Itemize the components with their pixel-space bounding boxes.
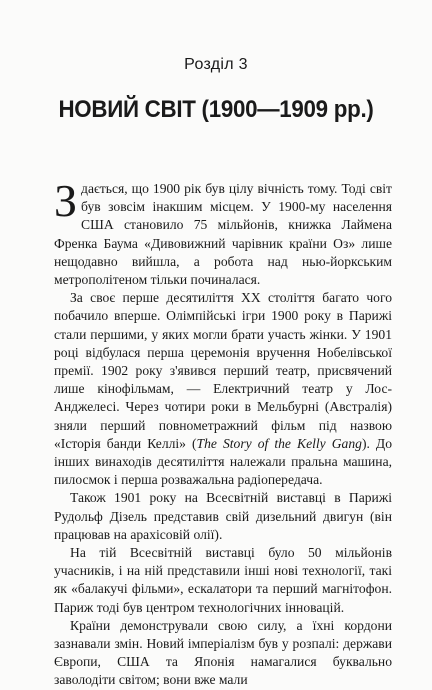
chapter-label: Розділ 3 xyxy=(184,56,248,73)
chapter-title: НОВИЙ СВІТ (1900—1909 рр.) xyxy=(58,96,374,123)
paragraph-1 xyxy=(54,175,392,289)
paragraph-2-text-b: ). До інших винаходів десятиліття належали пральна машина, пилосмок і перша розважальна радіопередача. xyxy=(54,435,392,488)
drop-cap: З xyxy=(54,175,78,226)
film-title-original: The Story of the Kelly Gang xyxy=(196,435,362,451)
paragraph-1-text: дається, що 1900 рік був цілу вічність тому. Тоді світ був зовсім інакшим місцем. У 1900-му населення США становило 75 мільйонів, книжка Лаймена Френка Баума «Дивовижний чарівник країни Оз» лише нещодавно вийшла, а робота над нью-йоркським метрополітеном тільки починалася. xyxy=(54,181,392,288)
paragraph-5: Країни демонстрували свою силу, а їхні кордони зазнавали змін. Новий імперіалізм був у розпалі: держави Європи, США та Японія намагалися буквально заволодіти світом; вони вже мали xyxy=(54,617,392,688)
paragraph-3: Також 1901 року на Всесвітній виставці в Парижі Рудольф Дізель представив свій дизельний двигун (він працював на арахісовій олії). xyxy=(54,490,392,542)
paragraph-2 xyxy=(54,289,392,489)
paragraph-2-text-a: За своє перше десятиліття XX століття багато чого побачило вперше. Олімпійські ігри 1900 року в Парижі стали першими, у яких могли брати участь жінки. У 1901 році відбулася перша церемонія вручення Нобелівської премії. 1902 року з'явився перший театр, присвячений лише кінофільмам, — Електричний театр у Лос-Анджелесі. Через чотири роки в Мельбурні (Австралія) зняли перший повнометражний фільм під назвою «Історія банди Келлі» ( xyxy=(54,290,392,451)
paragraph-4: На тій Всесвітній виставці було 50 мільйонів учасників, і на ній представили інші нові технології, такі як «балакучі фільми», ескалатори та перший магнітофон. Париж тоді був центром технологічних інновацій. xyxy=(54,545,392,615)
body-text xyxy=(54,175,392,690)
